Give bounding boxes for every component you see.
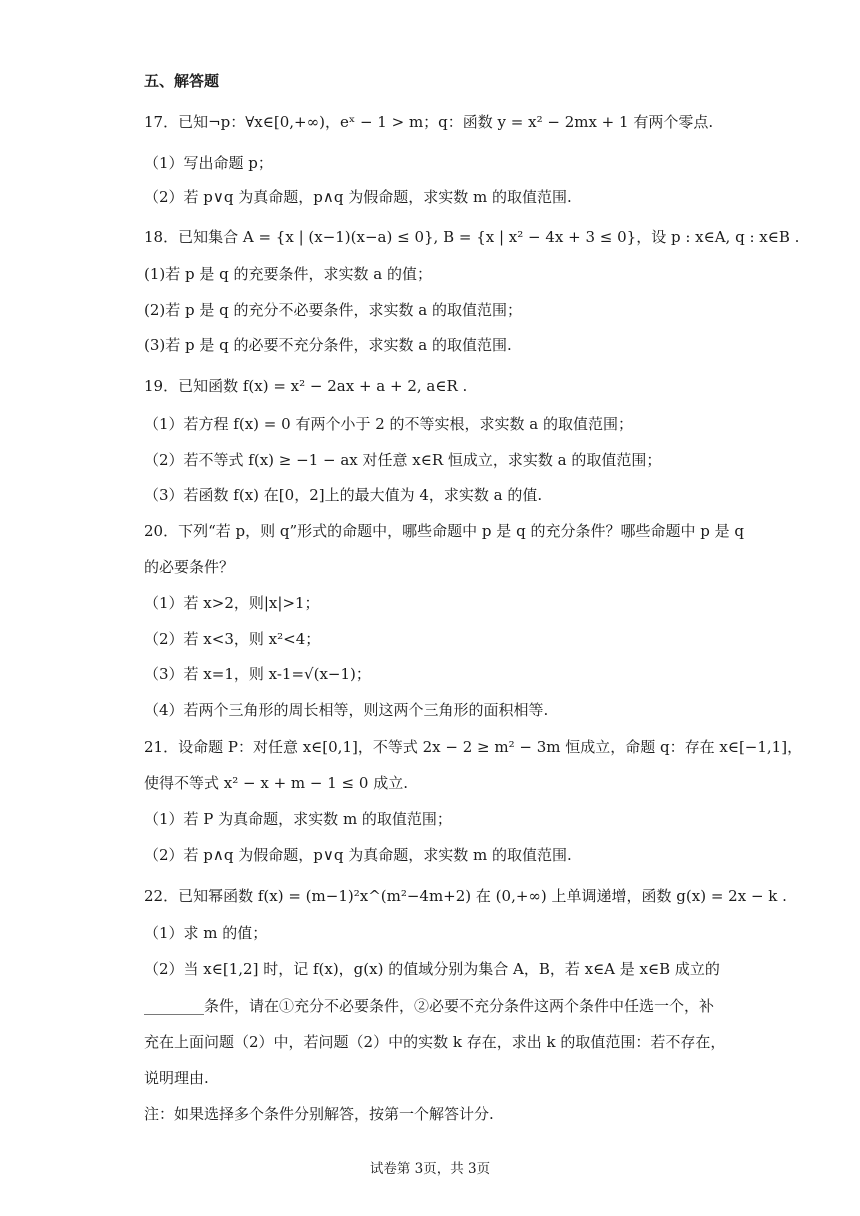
question-line: （2）若 p∧q 为假命题，p∨q 为真命题，求实数 m 的取值范围. [144,846,572,864]
question-line: （1）若 P 为真命题，求实数 m 的取值范围； [144,810,452,828]
question-line: 注：如果选择多个条件分别解答，按第一个解答计分. [144,1105,494,1123]
question-line: （2）当 x∈[1,2] 时，记 f(x)，g(x) 的值域分别为集合 A，B，若 x∈A 是 x∈B 成立的 [144,960,720,978]
question-line: 22．已知幂函数 f(x) = (m−1)²x^(m²−4m+2) 在 (0,+∞) 上单调递增，函数 g(x) = 2x − k . [144,887,787,905]
question-line: （1）写出命题 p； [144,154,273,172]
page-footer: 试卷第 3页，共 3页 [369,1161,491,1177]
question-line: 21．设命题 P：对任意 x∈[0,1]，不等式 2x − 2 ≥ m² − 3m 恒成立，命题 q：存在 x∈[−1,1]， [144,738,803,756]
question-line: （1）若方程 f(x) = 0 有两个小于 2 的不等实根，求实数 a 的取值范围； [144,415,634,433]
question-line: (2)若 p 是 q 的充分不必要条件，求实数 a 的取值范围； [144,301,523,319]
question-line: 的必要条件？ [144,558,235,576]
question-line: （2）若不等式 f(x) ≥ −1 − ax 对任意 x∈R 恒成立，求实数 a 的取值范围； [144,451,662,469]
question-line: 17．已知¬p：∀x∈[0,+∞)，eˣ − 1 > m；q：函数 y = x² − 2mx + 1 有两个零点. [144,113,714,131]
question-line: 充在上面问题（2）中，若问题（2）中的实数 k 存在，求出 k 的取值范围：若不存在， [144,1033,726,1051]
question-line: 20．下列“若 p，则 q”形式的命题中，哪些命题中 p 是 q 的充分条件？哪些命题中 p 是 q [144,522,744,540]
question-line: 使得不等式 x² − x + m − 1 ≤ 0 成立. [144,774,408,792]
question-line: （1）求 m 的值； [144,924,268,942]
question-line: （3）若 x=1，则 x-1=√(x−1)； [144,665,371,683]
question-line: （1）若 x>2，则|x|>1； [144,594,320,612]
section-heading: 五、解答题 [144,72,220,90]
question-line: （3）若函数 f(x) 在[0，2]上的最大值为 4，求实数 a 的值. [144,486,543,504]
question-line: （2）若 x<3，则 x²<4； [144,630,321,648]
question-line: (3)若 p 是 q 的必要不充分条件，求实数 a 的取值范围. [144,336,512,354]
question-line: 说明理由. [144,1069,209,1087]
question-line: (1)若 p 是 q 的充要条件，求实数 a 的值； [144,265,433,283]
question-line: 18．已知集合 A = {x | (x−1)(x−a) ≤ 0}, B = {x | x² − 4x + 3 ≤ 0}，设 p : x∈A, q : x∈B . [144,228,800,246]
question-line: ________条件，请在①充分不必要条件，②必要不充分条件这两个条件中任选一个，补 [144,997,715,1015]
question-line: （2）若 p∨q 为真命题，p∧q 为假命题，求实数 m 的取值范围. [144,188,572,206]
question-line: （4）若两个三角形的周长相等，则这两个三角形的面积相等. [144,701,549,719]
question-line: 19．已知函数 f(x) = x² − 2ax + a + 2, a∈R . [144,377,468,395]
